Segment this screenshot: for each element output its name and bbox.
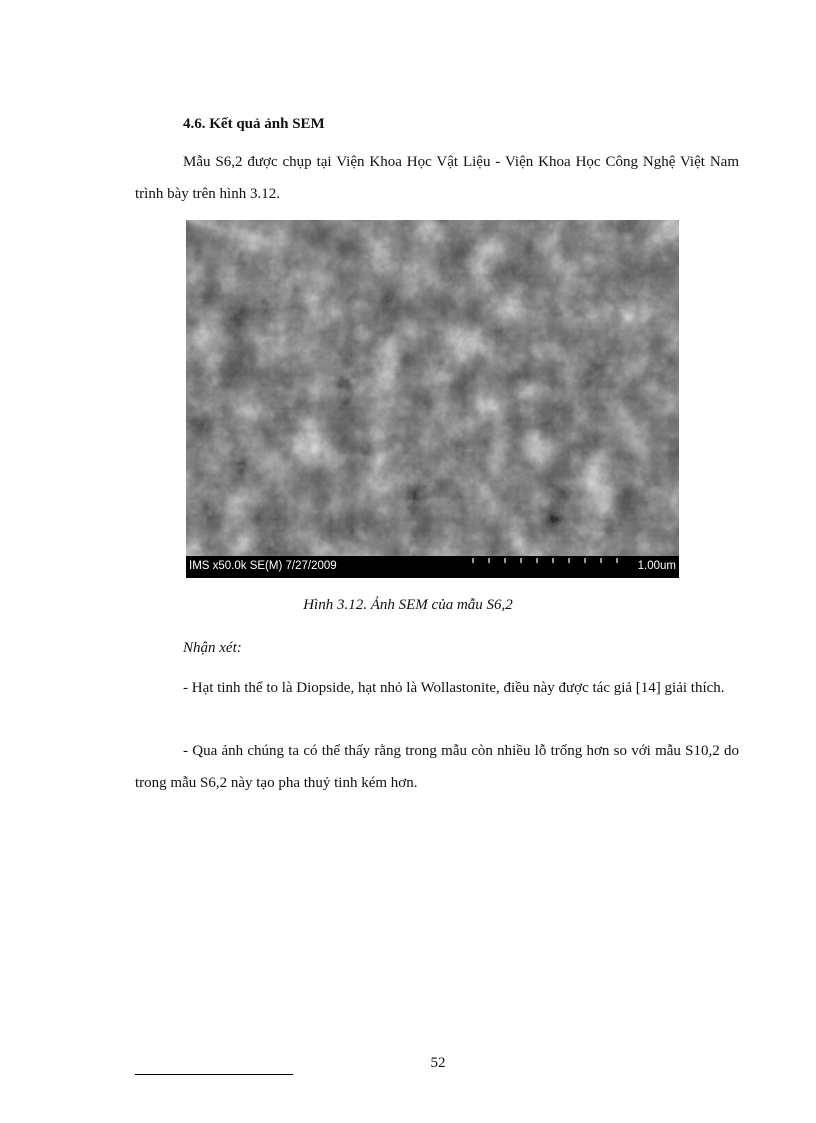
remark-item-1: - Hạt tinh thể to là Diopside, hạt nhỏ là Wollastonite, điều này được tác giả [14] giải thích. [183,680,725,696]
remark-item-2: - Qua ảnh chúng ta có thể thấy rằng trong mẫu còn nhiều lỗ trống hơn so với mẫu S10,2 do trong mẫu S6,2 này tạo pha thuỷ tinh kém hơn. [135,743,739,791]
page-number: 52 [430,1055,446,1071]
scale-ticks [471,558,631,566]
intro-paragraph: Mẫu S6,2 được chụp tại Viện Khoa Học Vật Liệu - Viện Khoa Học Công Nghệ Việt Nam trình bày trên hình 3.12. [135,154,739,202]
figure-caption: Hình 3.12. Ảnh SEM của mẫu S6,2 [303,597,513,613]
sem-micrograph [186,220,679,578]
section-heading: 4.6. Kết quả ảnh SEM [183,116,325,132]
footer-rule [135,1074,293,1075]
sem-info-bar [186,556,679,578]
sem-texture [186,220,679,556]
remarks-label: Nhận xét: [183,640,242,656]
sem-scale-text: 1.00um [637,560,676,572]
sem-info-text: IMS x50.0k SE(M) 7/27/2009 [189,560,337,572]
